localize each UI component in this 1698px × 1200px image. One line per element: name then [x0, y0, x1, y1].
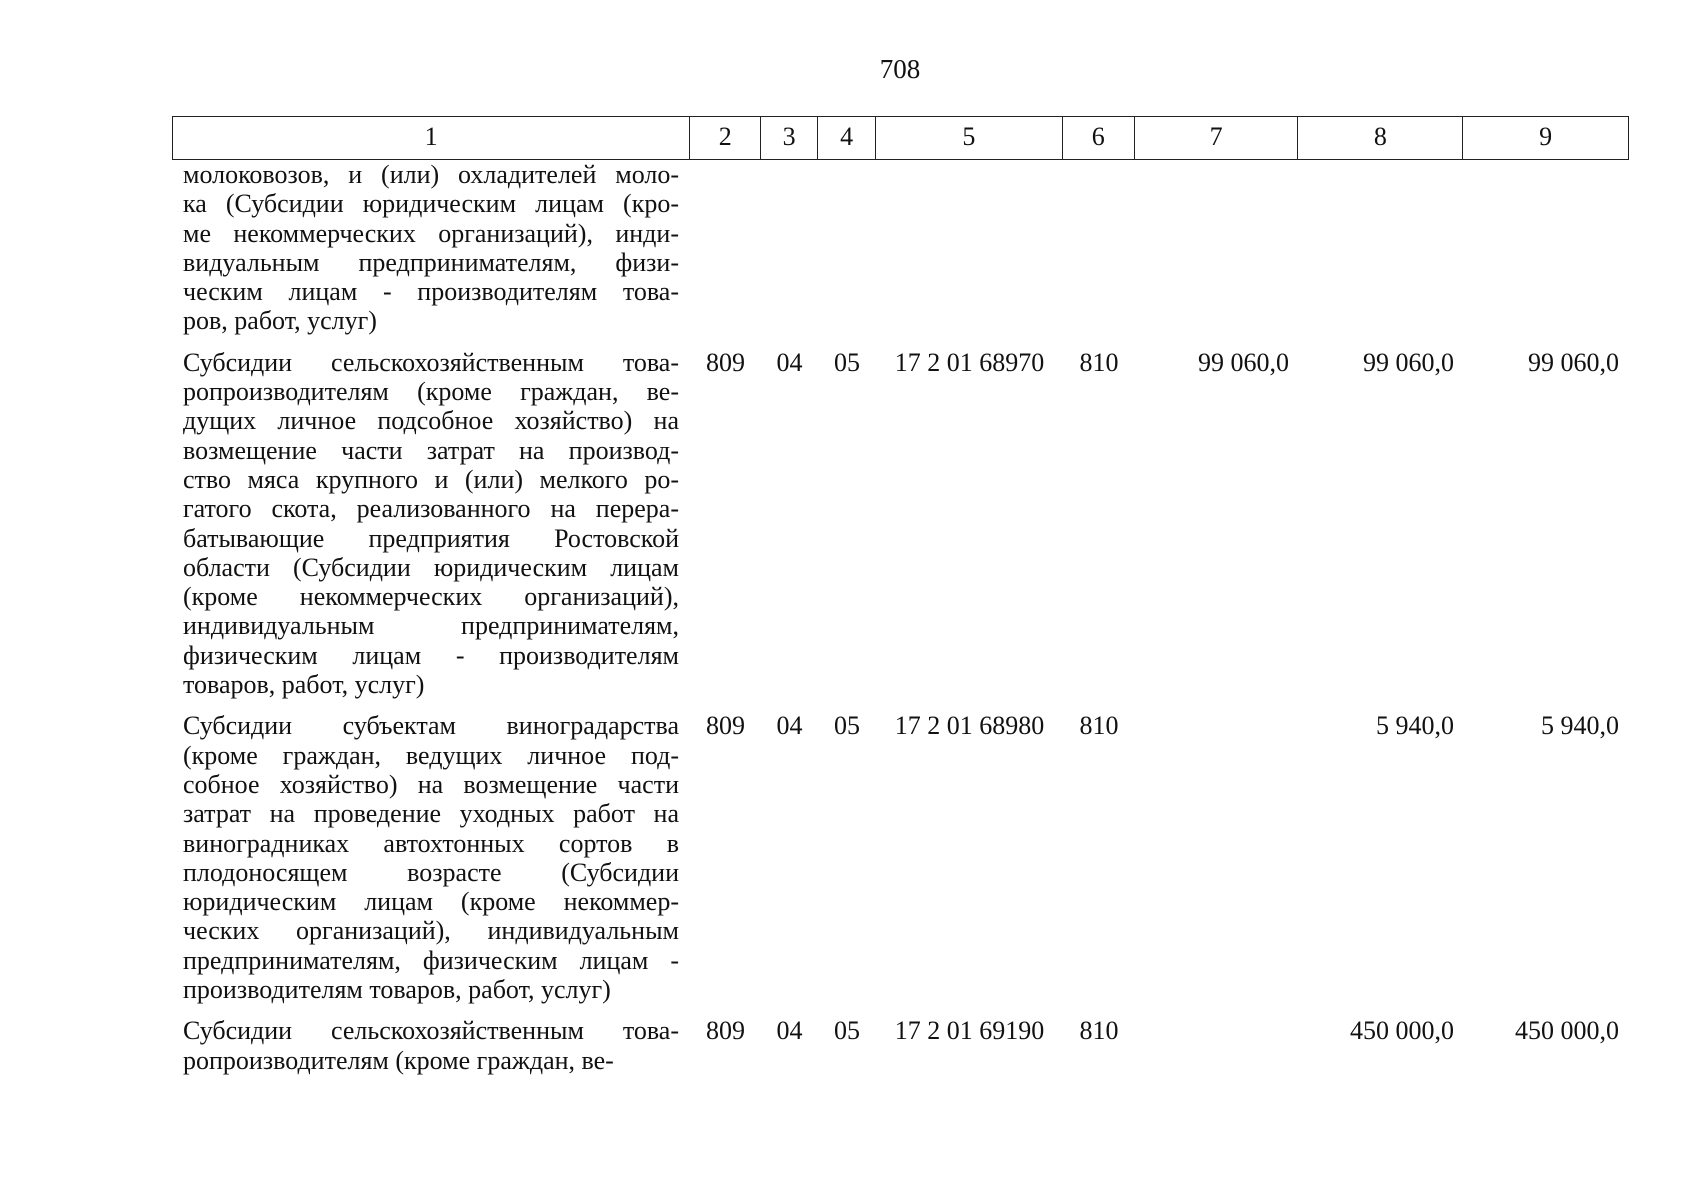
cell-subsection: 05: [834, 1016, 860, 1046]
description-line: товаров, работ, услуг): [183, 670, 425, 700]
description-line: ров, работ, услуг): [183, 306, 377, 336]
cell-amount-col9: 99 060,0: [1528, 347, 1619, 377]
description-line: ческим лицам - производителям това-: [183, 277, 679, 307]
page-number: 708: [879, 54, 921, 84]
description-line: молоковозов, и (или) охладителей моло-: [183, 160, 679, 189]
cell-expense-type: 810: [1079, 1016, 1119, 1046]
cell-expense-type: [1063, 160, 1135, 336]
cell-amount-col7: [1135, 160, 1299, 336]
cell-target-item: 17 2 01 68970: [894, 347, 1045, 377]
cell-amount-col9: [1464, 160, 1629, 336]
cell-expense-type: 810: [1079, 711, 1119, 741]
description-line: ческих организаций), индивидуальным: [183, 916, 679, 946]
column-header-5: 5: [876, 117, 1063, 159]
description-line: возмещение части затрат на производ-: [183, 435, 679, 465]
description-line: Субсидии субъектам виноградарства: [183, 711, 679, 741]
description-line: Субсидии сельскохозяйственным това-: [183, 347, 679, 377]
cell-amount-col8: 99 060,0: [1363, 347, 1454, 377]
cell-amount-col8: 450 000,0: [1350, 1016, 1454, 1046]
description-line: ропроизводителям (кроме граждан, ве-: [183, 1045, 614, 1075]
description-line: дущих личное подсобное хозяйство) на: [183, 406, 679, 436]
table-header: [172, 116, 1629, 160]
description-line: гатого скота, реализованного на перера-: [183, 494, 679, 524]
description-line: ропроизводителям (кроме граждан, ве-: [183, 377, 679, 407]
cell-section: 04: [776, 1016, 803, 1046]
cell-ministry-code: [690, 160, 761, 336]
cell-ministry-code: 809: [706, 347, 745, 377]
cell-amount-col9: 5 940,0: [1541, 711, 1619, 741]
description-line: предпринимателям, физическим лицам -: [183, 945, 679, 975]
cell-amount-col7: [1135, 1016, 1299, 1075]
cell-expense-type: 810: [1079, 347, 1119, 377]
cell-section: 04: [776, 711, 803, 741]
cell-subsection: [818, 160, 876, 336]
column-header-3: 3: [761, 117, 818, 159]
description-line: ме некоммерческих организаций), инди-: [183, 218, 679, 248]
description-line: производителям товаров, работ, услуг): [183, 975, 611, 1005]
description-line: собное хозяйство) на возмещение части: [183, 769, 679, 799]
column-header-9: 9: [1539, 122, 1553, 151]
cell-subsection: 05: [834, 347, 860, 377]
description-line: индивидуальным предпринимателям,: [183, 611, 679, 641]
column-header-8: 8: [1298, 117, 1463, 159]
cell-amount-col8: [1299, 160, 1464, 336]
description-line: батывающие предприятия Ростовской: [183, 523, 679, 553]
cell-subsection: 05: [834, 711, 860, 741]
description-line: видуальным предпринимателям, физи-: [183, 247, 679, 277]
cell-target-item: 17 2 01 68980: [894, 711, 1045, 741]
column-header-7: 7: [1135, 117, 1299, 159]
description-line: (кроме граждан, ведущих личное под-: [183, 740, 679, 770]
table-row: [172, 348, 1629, 700]
column-header-2: 2: [690, 117, 761, 159]
description-line: ка (Субсидии юридическим лицам (кро-: [183, 189, 679, 219]
description-line: (кроме некоммерческих организаций),: [183, 582, 679, 612]
cell-amount-col8: 5 940,0: [1376, 711, 1454, 741]
cell-amount-col7: 99 060,0: [1198, 347, 1289, 377]
description-line: юридическим лицам (кроме некоммер-: [183, 887, 679, 917]
cell-description: [172, 348, 690, 700]
table-row: [172, 1016, 1629, 1075]
cell-description: [172, 160, 690, 336]
cell-ministry-code: 809: [706, 711, 745, 741]
table-body: [172, 160, 1629, 1075]
description-line: виноградниках автохтонных сортов в: [183, 828, 679, 858]
cell-section: 04: [776, 347, 803, 377]
column-header-6: 6: [1063, 117, 1135, 159]
cell-description: [172, 711, 690, 1004]
cell-target-item: [876, 160, 1063, 336]
table-row: [172, 160, 1629, 336]
cell-amount-col9: 450 000,0: [1515, 1016, 1619, 1046]
description-line: Субсидии сельскохозяйственным това-: [183, 1016, 679, 1046]
cell-description: [172, 1016, 690, 1075]
description-line: затрат на проведение уходных работ на: [183, 799, 679, 829]
cell-amount-col7: [1135, 711, 1299, 1004]
description-line: плодоносящем возрасте (Субсидии: [183, 857, 679, 887]
description-line: ство мяса крупного и (или) мелкого ро-: [183, 464, 679, 494]
cell-section: [761, 160, 818, 336]
table-row: [172, 711, 1629, 1004]
cell-target-item: 17 2 01 69190: [894, 1016, 1045, 1046]
description-line: физическим лицам - производителям: [183, 640, 679, 670]
column-header-1: 1: [173, 117, 690, 159]
cell-ministry-code: 809: [706, 1016, 745, 1046]
column-header-4: 4: [818, 117, 876, 159]
description-line: области (Субсидии юридическим лицам: [183, 552, 679, 582]
